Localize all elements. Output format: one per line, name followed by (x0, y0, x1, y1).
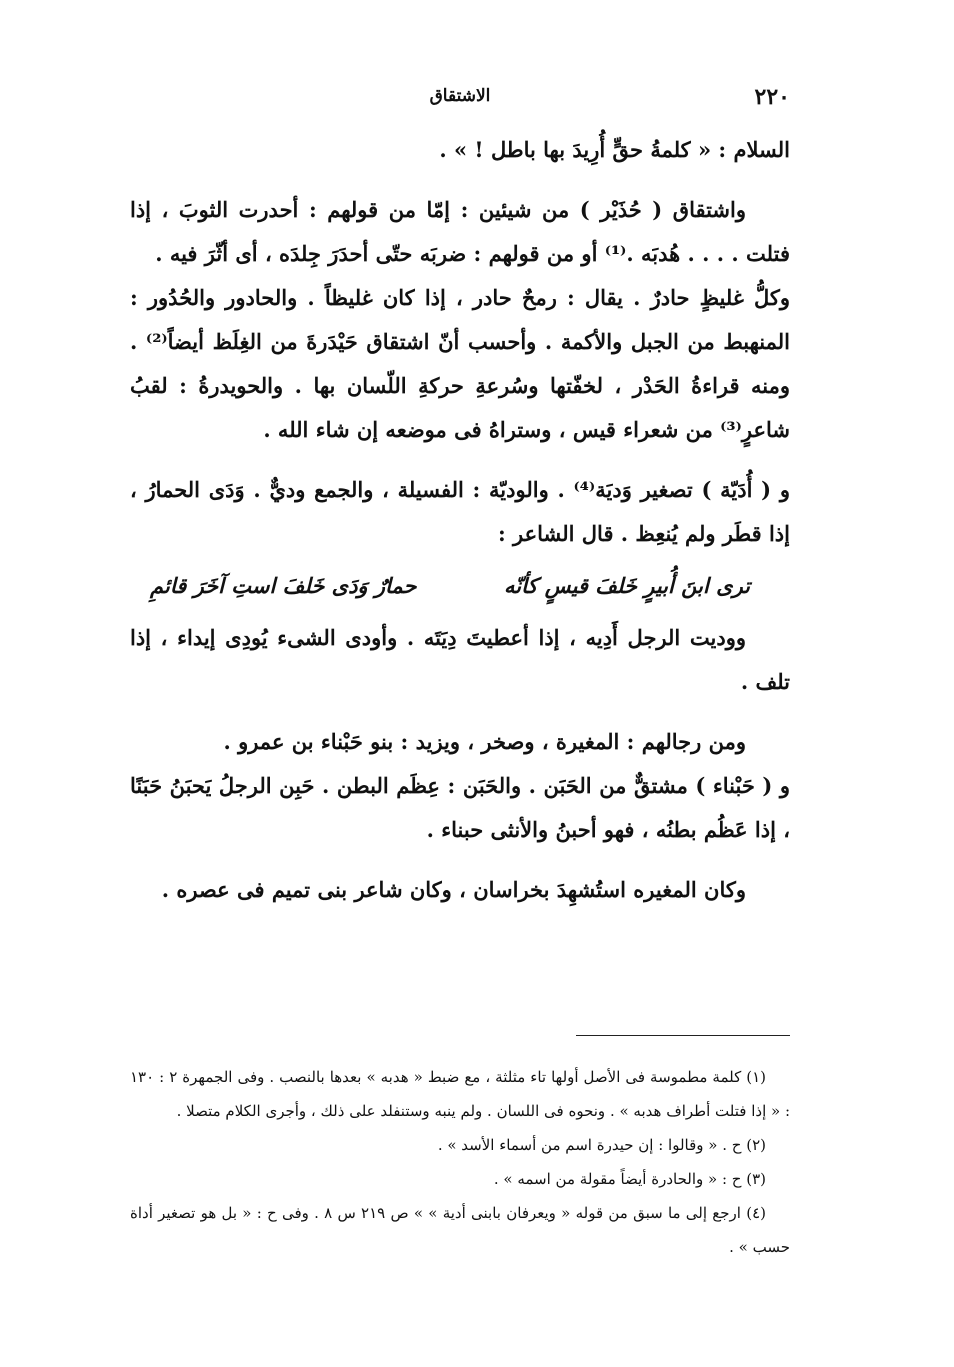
verse-hemistich-first: ترى ابنَ أُبيرٍ خَلفَ قيسٍ كأنّه (503, 573, 750, 598)
paragraph: ومن رجالهم : المغيرة ، وصخر ، ويزيد : بنو حَبْناء بن عمرو . (223, 729, 746, 754)
footnote: (١) كلمة مطموسة فى الأصل أولها تاء مثلثة ، مع ضبط « هدبه » بعدها بالنصب . وفى الجمهرة ٢ : ١٣٠ : « إذا فتلت أطراف هدبه » . ونحوه فى اللسان . ولم ينبه وستنفلد على ذلك ، وأجرى الكلام متصلا . (130, 1068, 790, 1120)
page-header (130, 84, 790, 114)
paragraph: وكان المغيره استُشهِدَ بخراسان ، وكان شاعر بنى تميم فى عصره . (161, 877, 746, 902)
paragraph: واشتقاق ( حُذَيْر ) من شيئين : إمّا من قولهم : أحدرت الثوبَ ، إذا فتلت . . . . هُدبَه .⁽¹⁾ أو من قولهم : ضربَه حتّى أحدَرَ جِلدَه ، أى أثّرَ فيه . (130, 197, 790, 266)
footnote-divider (576, 1035, 790, 1036)
footnote: (٣) ح : « والحادرة أيضاً مقولة من اسمه » . (493, 1170, 766, 1188)
verse-hemistich-second: حمارٌ وَدَى خَلفَ استِ آخَرَ قائمِ (150, 573, 417, 598)
paragraph: و ( أُدَيّة ) تصغير وَديَة⁽⁴⁾ . والوديّة : الفسيلة ، والجمع وديٌّ . وَدَى الحمارُ ، إذا قطَر ولم يُنعِظ . قال الشاعر : (130, 477, 790, 546)
footnotes (130, 1060, 790, 1264)
paragraph: ووديت الرجل أَدِيه ، إذا أعطيتَ دِيَتَه . وأودى الشىء يُودِى إيداء ، إذا تلف . (130, 625, 790, 694)
paragraph: و ( حَبْناء ) مشتقٌّ من الحَبَن . والحَبَن : عِظَم البطن . حَبِن الرجلُ يَحبَنُ حَبَنًا ، إذا عَظُم بطنُه ، فهو أحبنُ والأنثى حبناء . (130, 773, 790, 842)
main-text (130, 128, 790, 912)
poetry-verse (130, 564, 790, 608)
paragraph: السلام : « كلمةُ حقٍّ أُرِيدَ بها باطل ! » . (439, 137, 790, 162)
paragraph: وكلُّ غليظٍ حادرٌ . يقال : رمحٌ حادر ، إذا كان غليظاً . والحادور والحُدُور : المنهبط من الجبل والأكمة . وأحسب أنّ اشتقاق حَيْدَرةَ من الغِلَظ أيضاً⁽²⁾ . ومنه قراءةُ الحَدْر ، لخفّتها وسُرعةِ حركةِ اللّسان بها . والحويدرةُ : لقبُ شاعرٍ⁽³⁾ من شعراء قيس ، وستراهُ فى موضعه إن شاء الله . (130, 285, 790, 442)
footnote: (٢) ح . « وقالوا : إن حيدرة اسم من أسماء الأسد » . (437, 1136, 766, 1154)
footnote: (٤) ارجع إلى ما سبق من قوله « ويعرفان بابنى أدية » » ص ٢١٩ س ٨ . وفى ح : « بل هو تصغير أداة حسب » . (130, 1204, 790, 1256)
page-number: ٢٢٠ (754, 84, 790, 110)
running-title: الاشتقاق (429, 86, 491, 106)
